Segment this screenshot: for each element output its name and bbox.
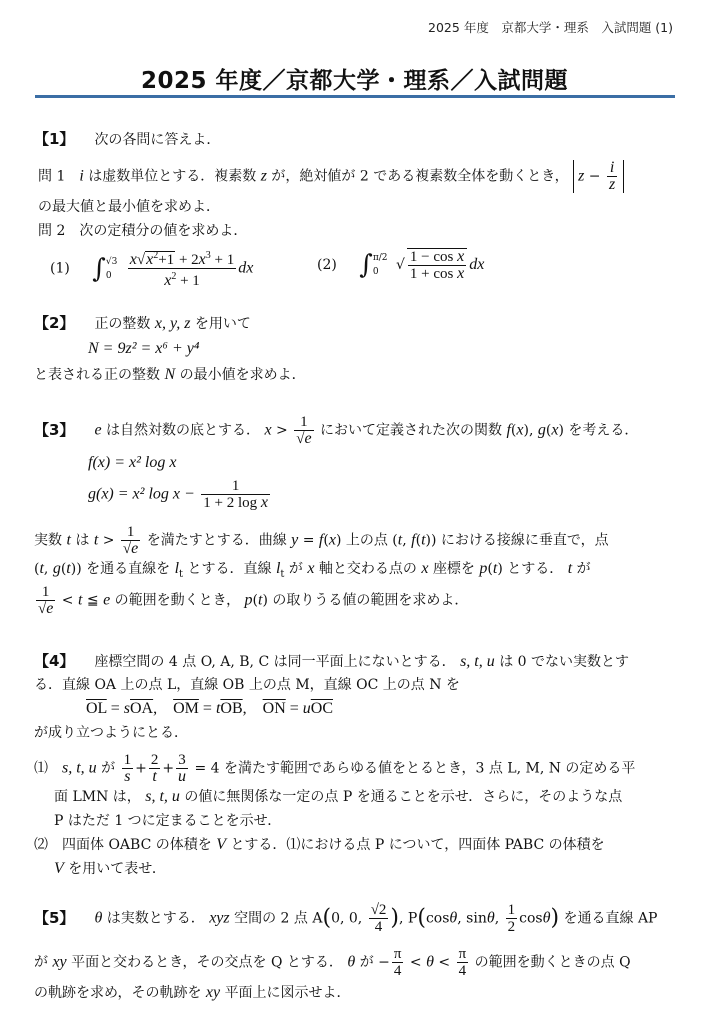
- title-underline: [35, 95, 675, 98]
- problem-number: 【1】: [34, 130, 75, 148]
- abs-expression: z − $\frac{i}{z}$: [573, 160, 624, 193]
- integral-2: (2) ∫ π/2 0 √ $\frac{\text{1 − cos x}}{\text{1 + cos x}}$ dx: [317, 248, 485, 282]
- equation: N = 9z² = x⁶ + y⁴: [88, 340, 200, 357]
- problem-number: 【2】: [34, 314, 75, 332]
- f-definition: f(x) = x² log x: [88, 454, 177, 471]
- problem-number: 【5】: [34, 908, 75, 927]
- running-header: 2025 年度 京都大学・理系 入試問題 (1): [428, 20, 673, 35]
- g-definition: g(x) = x² log x − $\frac{1}{\text{1 + 2 log x}}$: [88, 478, 268, 511]
- vector-equations: $\overline{OL} = s\overline{OA}$, $\overline{OM} = t\overline{OB}$, $\overline{ON} = u\overline{OC}$: [86, 700, 334, 717]
- page-title: 2025 年度／京都大学・理系／入試問題: [140, 68, 569, 94]
- integral-1: (1) ∫ √3 0 $\frac{x√x^2+1 + 2x^3 + 1}{x^2 + 1}$ dx: [50, 250, 254, 289]
- problem-number: 【4】: [34, 652, 75, 670]
- problem-number: 【3】: [34, 420, 75, 439]
